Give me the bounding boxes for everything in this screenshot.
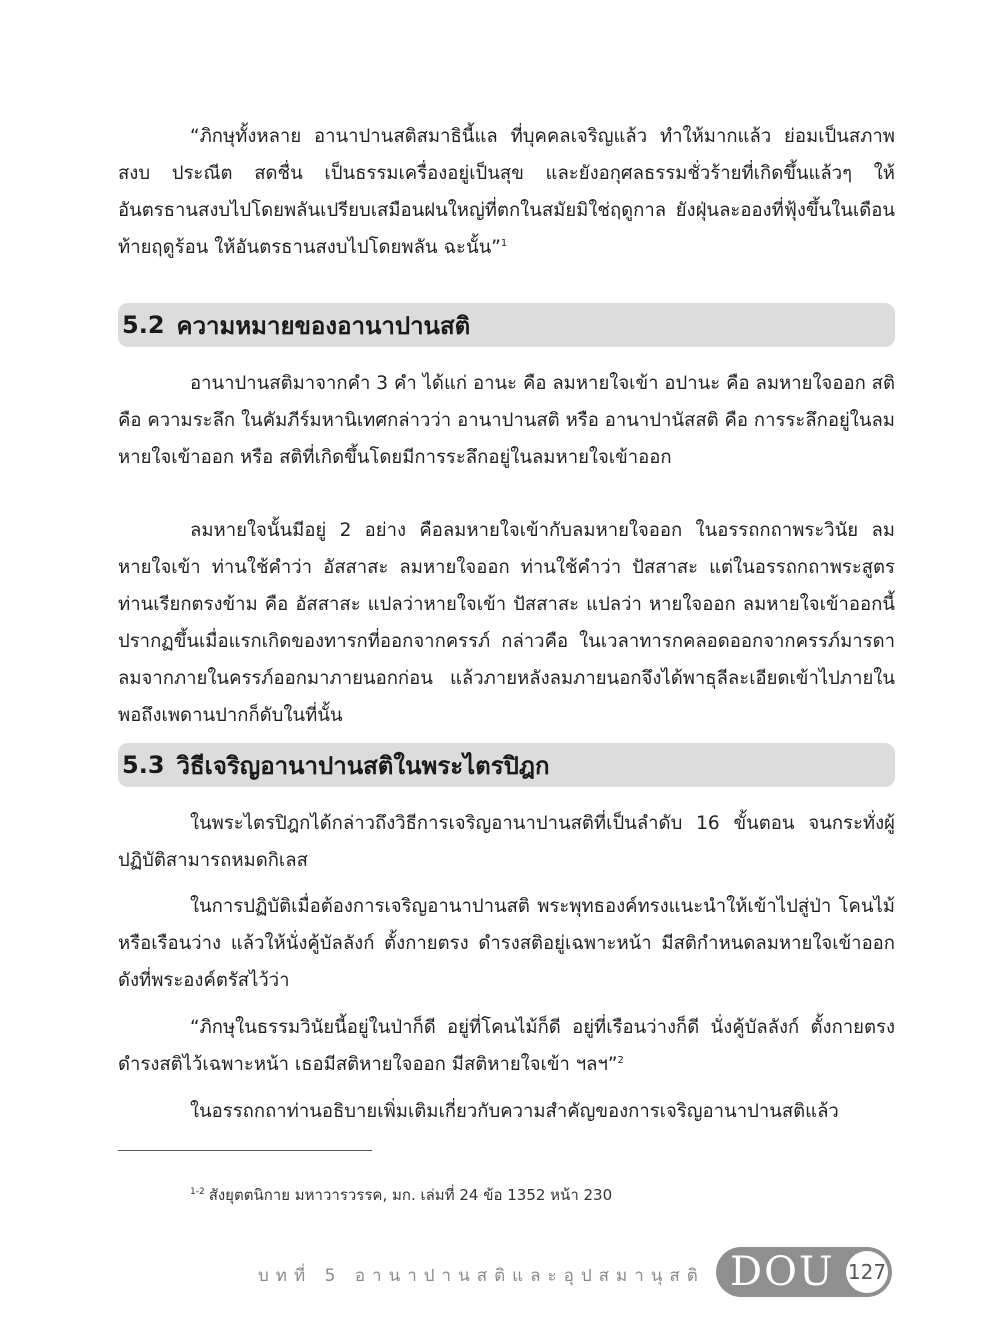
- running-chapter-title: บทที่ 5 อานาปานสติและอุปสมานุสติ: [258, 1266, 705, 1286]
- section-number: 5.3: [122, 751, 165, 779]
- footnote-divider: [118, 1150, 372, 1151]
- section-number: 5.2: [122, 311, 165, 339]
- quote-paragraph-2: “ภิกษุในธรรมวินัยนี้อยู่ในป่าก็ดี อยู่ที่โคนไม้ก็ดี อยู่ที่เรือนว่างก็ดี นั่งคู้บัลลังก์ ตั้งกายตรง ดำรงสติไว้เฉพาะหน้า เธอมีสติหายใจออก มีสติหายใจเข้า ฯลฯ”$^2$: [118, 1017, 895, 1075]
- footnote-ref-1: 1: [500, 237, 508, 249]
- footnote: [190, 1183, 612, 1207]
- footnote-ref-2: 2: [617, 1054, 624, 1066]
- page-number: 127: [846, 1251, 888, 1293]
- paragraph-5-3-1: ในพระไตรปิฎกได้กล่าวถึงวิธีการเจริญอานาปานสติที่เป็นลำดับ 16 ขั้นตอน จนกระทั่งผู้ปฏิบัติสามารถหมดกิเลส: [118, 813, 895, 871]
- section-heading-5-3: [118, 743, 895, 787]
- section-title: ความหมายของอานาปานสติ: [176, 311, 471, 340]
- paragraph-5-2-1: อานาปานสติมาจากคำ 3 คำ ได้แก่ อานะ คือ ลมหายใจเข้า อปานะ คือ ลมหายใจออก สติ คือ ความระลึก ในคัมภีร์มหานิเทศกล่าวว่า อานาปานสติ หรือ อานาปานัสสติ คือ การระลึกอยู่ในลมหายใจเข้าออก หรือ สติที่เกิดขึ้นโดยมีการระลึกอยู่ในลมหายใจเข้าออก: [118, 373, 895, 468]
- paragraph-5-3-3: ในอรรถกถาท่านอธิบายเพิ่มเติมเกี่ยวกับความสำคัญของการเจริญอานาปานสติแล้ว: [190, 1101, 839, 1122]
- section-title: วิธีเจริญอานาปานสติในพระไตรปิฎก: [176, 751, 550, 780]
- dou-logo: DOU: [730, 1249, 835, 1295]
- footnote-text: สังยุตตนิกาย มหาวารวรรค, มก. เล่มที่ 24 ข้อ 1352 หน้า 230: [208, 1186, 613, 1204]
- quote-paragraph-1: “ภิกษุทั้งหลาย อานาปานสติสมาธินี้แล ที่บุคคลเจริญแล้ว ทำให้มากแล้ว ย่อมเป็นสภาพสงบ ประณีต สดชื่น เป็นธรรมเครื่องอยู่เป็นสุข และยังอกุศลธรรมชั่วร้ายที่เกิดขึ้นแล้วๆ ให้อันตรธานสงบไปโดยพลันเปรียบเสมือนฝนใหญ่ที่ตกในสมัยมิใช่ฤดูกาล ยังฝุ่นละอองที่ฟุ้งขึ้นในเดือนท้ายฤดูร้อน ให้อันตรธานสงบไปโดยพลัน ฉะนั้น”$^1$: [118, 126, 895, 258]
- dou-page-badge: [716, 1247, 892, 1297]
- footnote-marker: 1-2: [190, 1187, 205, 1197]
- paragraph-5-3-2: ในการปฏิบัติเมื่อต้องการเจริญอานาปานสติ พระพุทธองค์ทรงแนะนำให้เข้าไปสู่ป่า โคนไม้ หรือเรือนว่าง แล้วให้นั่งคู้บัลลังก์ ตั้งกายตรง ดำรงสติอยู่เฉพาะหน้า มีสติกำหนดลมหายใจเข้าออก ดังที่พระองค์ตรัสไว้ว่า: [118, 896, 895, 991]
- section-heading-5-2: [118, 303, 895, 347]
- paragraph-5-2-2: ลมหายใจนั้นมีอยู่ 2 อย่าง คือลมหายใจเข้ากับลมหายใจออก ในอรรถกถาพระวินัย ลมหายใจเข้า ท่านใช้คำว่า อัสสาสะ ลมหายใจออก ท่านใช้คำว่า ปัสสาสะ แต่ในอรรถกถาพระสูตรท่านเรียกตรงข้าม คือ อัสสาสะ แปลว่าหายใจเข้า ปัสสาสะ แปลว่า หายใจออก ลมหายใจเข้าออกนี้ปรากฏขึ้นเมื่อแรกเกิดของทารกที่ออกจากครรภ์ กล่าวคือ ในเวลาทารกคลอดออกจากครรภ์มารดา ลมจากภายในครรภ์ออกมาภายนอกก่อน แล้วภายหลังลมภายนอกจึงได้พาธุลีละเอียดเข้าไปภายใน พอถึงเพดานปากก็ดับในที่นั้น: [118, 520, 895, 726]
